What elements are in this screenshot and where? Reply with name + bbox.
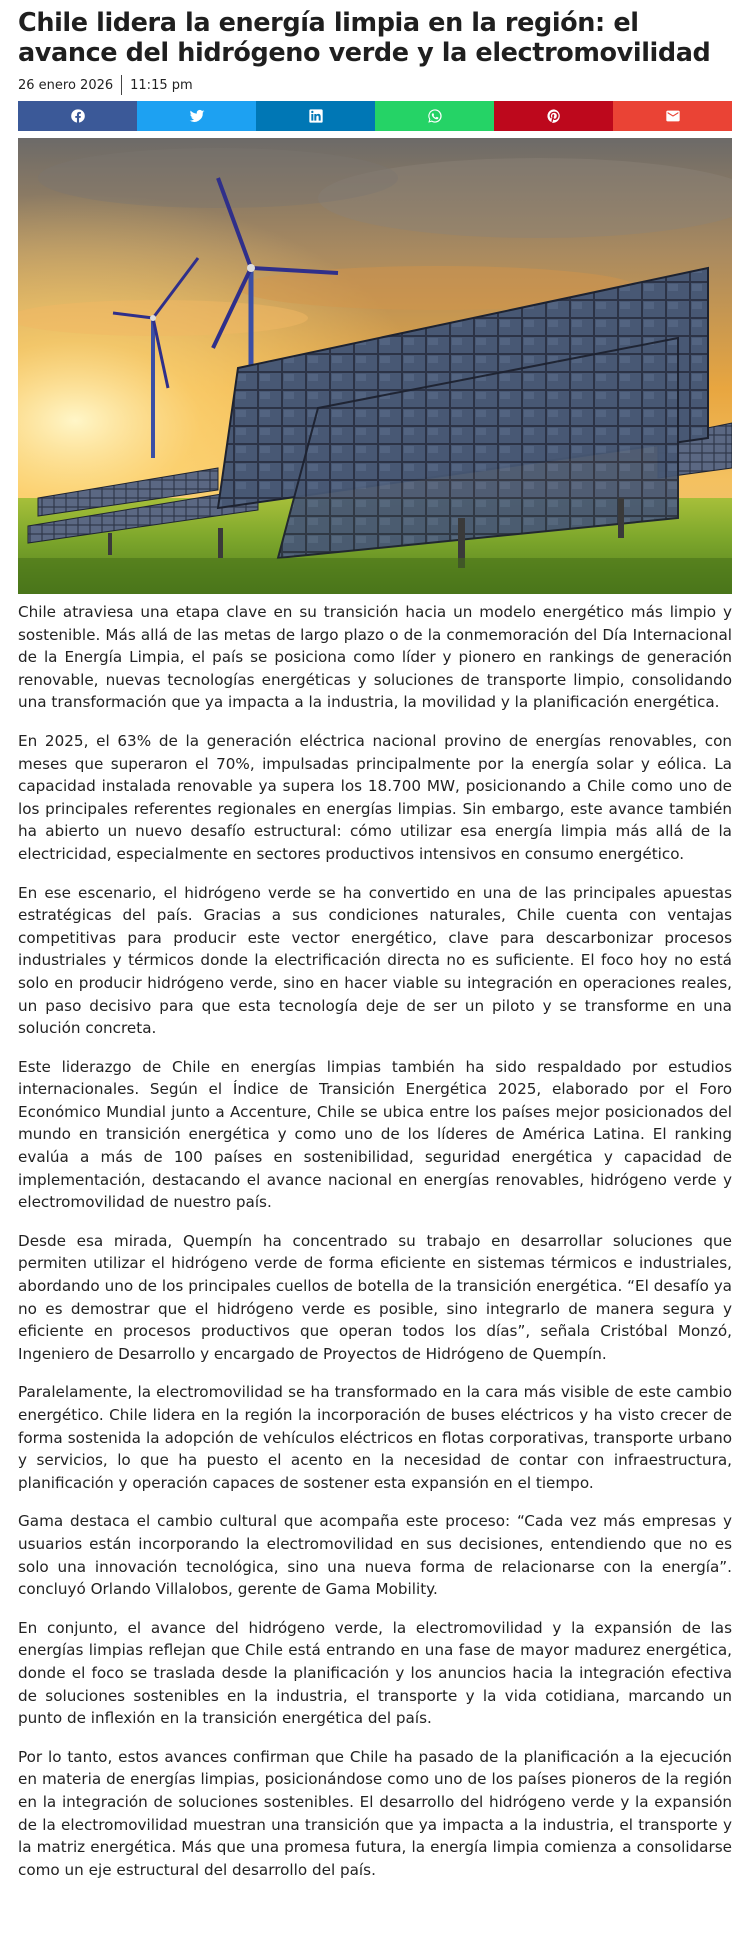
share-facebook-button[interactable] bbox=[18, 101, 137, 131]
share-twitter-button[interactable] bbox=[137, 101, 256, 131]
article bbox=[18, 0, 732, 1881]
share-whatsapp-button[interactable] bbox=[375, 101, 494, 131]
article-title: Chile lidera la energía limpia en la región: el avance del hidrógeno verde y la electromovilidad bbox=[18, 8, 711, 68]
share-email-button[interactable] bbox=[613, 101, 732, 131]
share-pinterest-button[interactable] bbox=[494, 101, 613, 131]
facebook-icon bbox=[70, 108, 86, 124]
paragraph: En 2025, el 63% de la generación eléctrica nacional provino de energías renovables, con meses que superaron el 70%, impulsadas principalmente por la energía solar y eólica. La capacidad instalada renovable ya supera los 18.700 MW, posicionando a Chile como uno de los principales referentes regionales en energías limpias. Sin embargo, este avance también ha abierto un nuevo desafío estructural: cómo utilizar esa energía limpia más allá de la electricidad, especialmente en sectores productivos intensivos en consumo energético. bbox=[18, 731, 732, 863]
email-icon bbox=[665, 108, 681, 124]
paragraph: Paralelamente, la electromovilidad se ha transformado en la cara más visible de este cambio energético. Chile lidera en la región la incorporación de buses eléctricos y ha visto crecer de forma sostenida la adopción de vehículos eléctricos en flotas corporativas, transporte urbano y servicios, lo que ha puesto el acento en la necesidad de contar con infraestructura, planificación y operación capaces de sostener esta expansión en el tiempo. bbox=[18, 1383, 732, 1492]
paragraph: Este liderazgo de Chile en energías limpias también ha sido respaldado por estudios internacionales. Según el Índice de Transición Energética 2025, elaborado por el Foro Económico Mundial junto a Accenture, Chile se ubica entre los países mejor posicionados del mundo en transición energética y como uno de los líderes de América Latina. El ranking evalúa a más de 100 países en sostenibilidad, seguridad energética y capacidad de implementación, destacando el avance nacional en energías renovables, hidrógeno verde y electromovilidad de nuestro país. bbox=[18, 1057, 732, 1212]
article-body bbox=[18, 601, 732, 1881]
pinterest-icon bbox=[546, 108, 562, 124]
hero-image bbox=[18, 138, 732, 594]
article-date: 26 enero 2026 bbox=[18, 77, 114, 93]
paragraph: Gama destaca el cambio cultural que acompaña este proceso: “Cada vez más empresas y usuarios están incorporando la electromovilidad en sus decisiones, entendiendo que no es solo una innovación tecnológica, sino una nueva forma de relacionarse con la energía”. concluyó Orlando Villalobos, gerente de Gama Mobility. bbox=[18, 1512, 732, 1599]
article-meta bbox=[18, 75, 732, 95]
paragraph: En ese escenario, el hidrógeno verde se ha convertido en una de las principales apuestas estratégicas del país. Gracias a sus condiciones naturales, Chile cuenta con ventajas competitivas para producir este vector energético, clave para descarbonizar procesos industriales y térmicos donde la electrificación directa no es suficiente. El foco hoy no está solo en producir hidrógeno verde, sino en hacer viable su integración en operaciones reales, un paso decisivo para que esta tecnología deje de ser un piloto y se transforme en una solución concreta. bbox=[18, 883, 732, 1038]
paragraph: En conjunto, el avance del hidrógeno verde, la electromovilidad y la expansión de las energías limpias reflejan que Chile está entrando en una fase de mayor madurez energética, donde el foco se traslada desde la planificación y los anuncios hacia la integración efectiva de soluciones sostenibles en la industria, el transporte y la vida cotidiana, marcando un punto de inflexión en la transición energética del país. bbox=[18, 1618, 732, 1728]
paragraph: Chile atraviesa una etapa clave en su transición hacia un modelo energético más limpio y sostenible. Más allá de las metas de largo plazo o de la conmemoración del Día Internacional de la Energía Limpia, el país se posiciona como líder y pionero en rankings de generación renovable, nuevas tecnologías energéticas y soluciones de transporte limpio, consolidando una transformación que ya impacta a la industria, la movilidad y la planificación energética. bbox=[18, 603, 732, 712]
share-bar bbox=[18, 101, 732, 131]
article-time: 11:15 pm bbox=[130, 77, 193, 93]
linkedin-icon bbox=[308, 108, 324, 124]
meta-divider bbox=[121, 75, 122, 95]
paragraph: Desde esa mirada, Quempín ha concentrado su trabajo en desarrollar soluciones que permiten utilizar el hidrógeno verde de forma eficiente en sistemas térmicos e industriales, abordando uno de los principales cuellos de botella de la transición energética. “El desafío ya no es demostrar que el hidrógeno verde es posible, sino integrarlo de manera segura y eficiente en procesos productivos que operan todos los días”, señala Cristóbal Monzó, Ingeniero de Desarrollo y encargado de Proyectos de Hidrógeno de Quempín. bbox=[18, 1231, 732, 1363]
share-linkedin-button[interactable] bbox=[256, 101, 375, 131]
paragraph: Por lo tanto, estos avances confirman que Chile ha pasado de la planificación a la ejecución en materia de energías limpias, posicionándose como uno de los países pioneros de la región en la integración de soluciones sostenibles. El desarrollo del hidrógeno verde y la expansión de la electromovilidad muestran una transición que ya impacta a la industria, el transporte y la matriz energética. Más que una promesa futura, la energía limpia comienza a consolidarse como un eje estructural del desarrollo del país. bbox=[18, 1747, 732, 1879]
whatsapp-icon bbox=[427, 108, 443, 124]
twitter-icon bbox=[189, 108, 205, 124]
